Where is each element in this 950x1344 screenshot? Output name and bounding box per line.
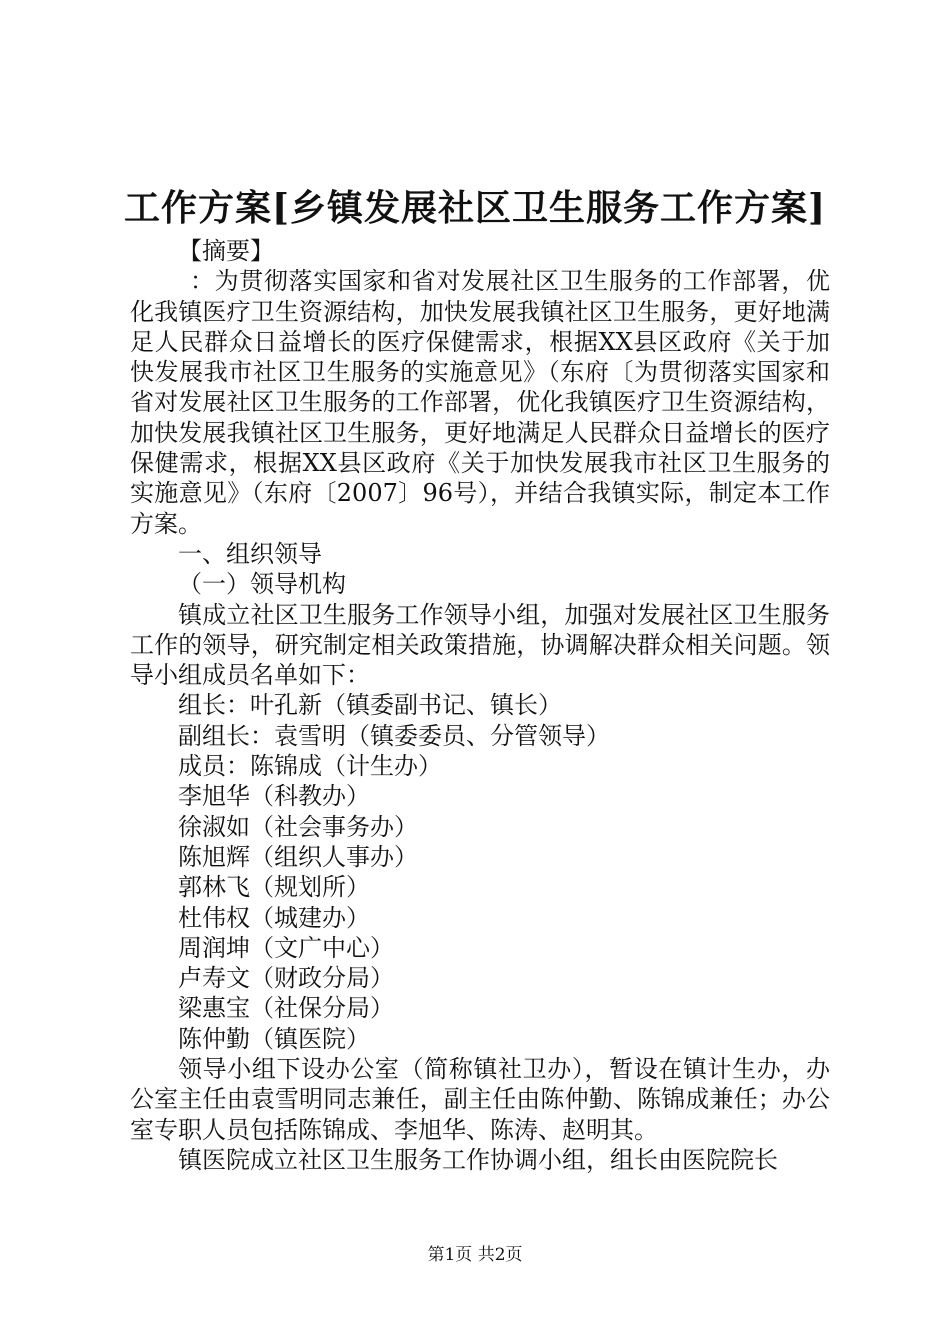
- member-line: 徐淑如（社会事务办）: [178, 812, 418, 841]
- member-line: 李旭华（科教办）: [178, 782, 370, 811]
- member-line: 陈旭辉（组织人事办）: [178, 842, 418, 871]
- subsection-heading: （一）领导机构: [178, 570, 346, 599]
- member-line: 卢寿文（财政分局）: [178, 964, 394, 993]
- member-line: 组长：叶孔新（镇委副书记、镇长）: [178, 691, 562, 720]
- paragraph: 领导小组下设办公室（简称镇社卫办），暂设在镇计生办，办公室主任由袁雪明同志兼任，副主任由陈仲勤、陈锦成兼任；办公室专职人员包括陈锦成、李旭华、陈涛、赵明其。: [130, 1055, 830, 1144]
- paragraph-abstract: ：为贯彻落实国家和省对发展社区卫生服务的工作部署，优化我镇医疗卫生资源结构，加快发展我镇社区卫生服务，更好地满足人民群众日益增长的医疗保健需求，根据XX县区政府《关于加快发展我市社区卫生服务的实施意见》（东府〔为贯彻落实国家和省对发展社区卫生服务的工作部署，优化我镇医疗卫生资源结构，加快发展我镇社区卫生服务，更好地满足人民群众日益增长的医疗保健需求，根据XX县区政府《关于加快发展我市社区卫生服务的实施意见》（东府〔2007〕96号），并结合我镇实际，制定本工作方案。: [130, 267, 830, 538]
- document-title: 工作方案[乡镇发展社区卫生服务工作方案]: [123, 187, 827, 229]
- page-footer: 第1页 共2页: [427, 1245, 523, 1265]
- member-line: 成员：陈锦成（计生办）: [178, 752, 442, 781]
- member-line: 陈仲勤（镇医院）: [178, 1024, 370, 1053]
- document-body: [130, 236, 830, 1175]
- member-line: 副组长：袁雪明（镇委委员、分管领导）: [178, 721, 610, 750]
- member-line: 梁惠宝（社保分局）: [178, 994, 394, 1023]
- member-line: 郭林飞（规划所）: [178, 873, 370, 902]
- section-heading: 一、组织领导: [178, 539, 322, 568]
- abstract-heading: 【摘要】: [178, 237, 274, 265]
- member-line: 杜伟权（城建办）: [178, 903, 370, 932]
- paragraph: 镇成立社区卫生服务工作领导小组，加强对发展社区卫生服务工作的领导，研究制定相关政策措施，协调解决群众相关问题。领导小组成员名单如下：: [130, 600, 830, 690]
- member-line: 周润坤（文广中心）: [178, 933, 394, 962]
- paragraph: 镇医院成立社区卫生服务工作协调小组，组长由医院院长: [178, 1145, 778, 1174]
